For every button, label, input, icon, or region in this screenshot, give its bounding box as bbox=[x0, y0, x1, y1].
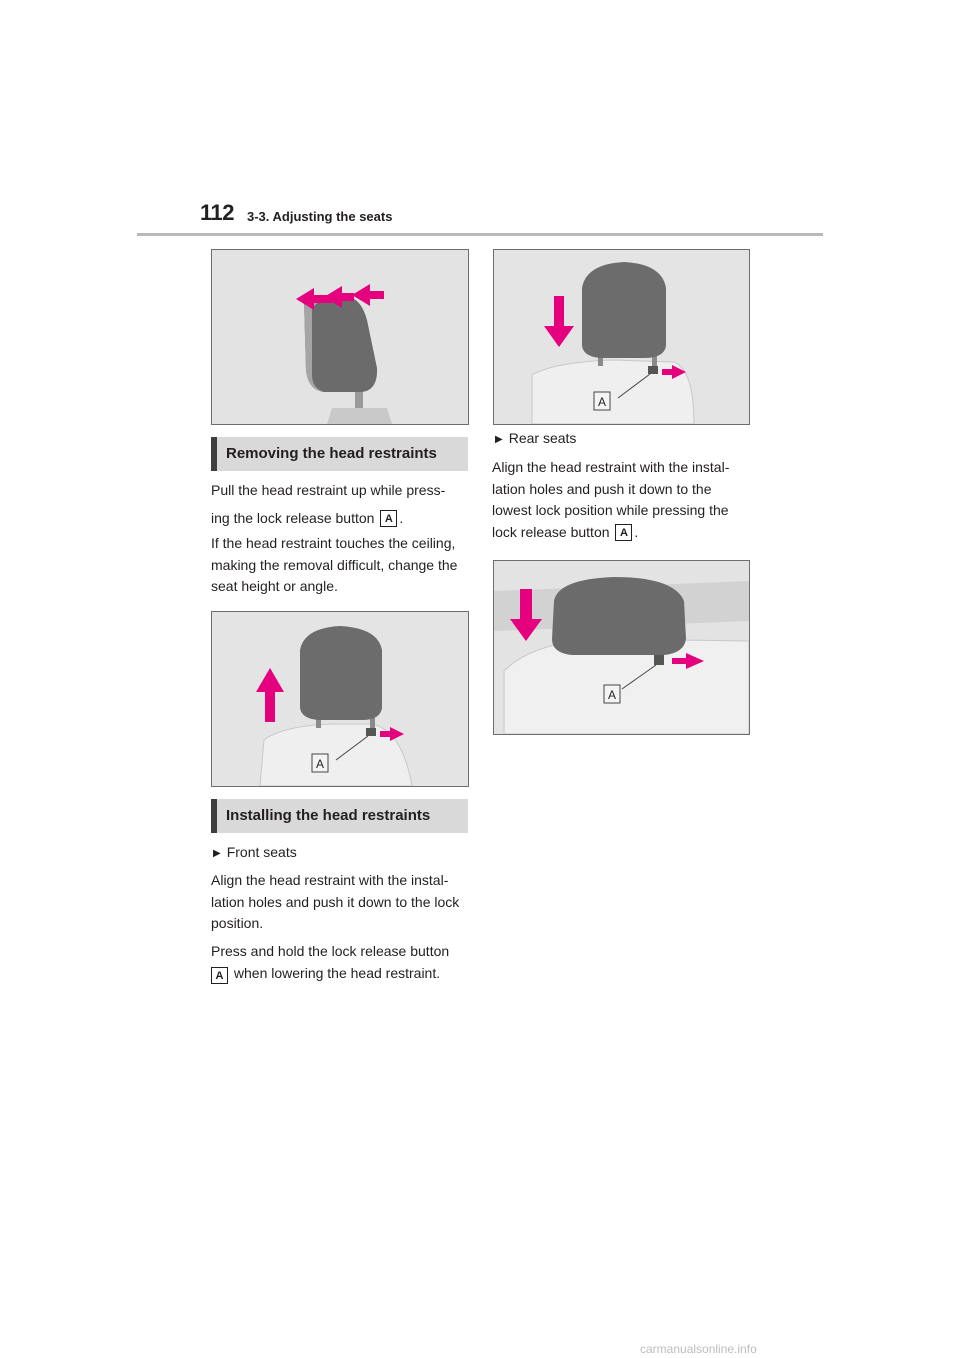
removing-line-2-end: . bbox=[399, 509, 404, 526]
front-paragraph-1: Align the head restraint with the instal- lation holes and push it down to the lock position. bbox=[211, 872, 460, 931]
callout-a: A bbox=[607, 688, 617, 702]
figure-rear-angled bbox=[493, 560, 750, 735]
figure-rear-svg bbox=[494, 250, 749, 424]
lock-release-badge: A bbox=[380, 510, 397, 527]
watermark: carmanualsonline.info bbox=[640, 1342, 757, 1356]
head-restraint bbox=[552, 577, 686, 655]
heading-removing: Removing the head restraints bbox=[211, 437, 468, 471]
page-number: 112 bbox=[200, 200, 234, 225]
front-p2-after: when lowering the head restraint. bbox=[230, 964, 441, 981]
figure-remove-head-restraint bbox=[211, 249, 469, 425]
head-restraint bbox=[582, 262, 666, 358]
removing-line-2: ing the lock release button bbox=[211, 509, 375, 526]
figure-front-svg bbox=[212, 612, 468, 786]
callout-a: A bbox=[597, 395, 607, 409]
rear-p1-text: Align the head restraint with the instal- lation holes and push it down to the lowest lock position while pressing the lock release button bbox=[492, 459, 730, 540]
rear-paragraph-1 bbox=[492, 457, 750, 543]
figure-front-raise bbox=[211, 611, 469, 787]
head-restraint bbox=[300, 626, 382, 720]
rear-seats-label bbox=[495, 430, 576, 446]
figure-rear-push-down bbox=[493, 249, 750, 425]
bullet-icon: ▶ bbox=[213, 848, 221, 859]
front-paragraph-2 bbox=[211, 941, 469, 984]
rear-seats-text: Rear seats bbox=[508, 430, 577, 446]
front-seats-text: Front seats bbox=[226, 844, 297, 860]
lock-release-badge: A bbox=[211, 967, 228, 984]
heading-installing: Installing the head restraints bbox=[211, 799, 468, 833]
front-seats-label bbox=[213, 844, 297, 860]
figure-rear-angled-svg bbox=[494, 561, 749, 734]
removing-paragraph-2: If the head restraint touches the ceiling, making the removal difficult, change the seat height or angle. bbox=[211, 535, 458, 594]
section-title: 3-3. Adjusting the seats bbox=[247, 209, 393, 224]
removing-line-1: Pull the head restraint up while press- bbox=[211, 482, 446, 498]
removing-paragraph-1 bbox=[211, 480, 469, 529]
callout-a: A bbox=[315, 757, 325, 771]
figure-remove-svg bbox=[212, 250, 468, 424]
rear-p1-end: . bbox=[634, 523, 639, 540]
bullet-icon: ▶ bbox=[495, 434, 503, 445]
header-rule bbox=[137, 233, 823, 236]
lock-release-badge: A bbox=[615, 524, 632, 541]
front-p2-before: Press and hold the lock release button bbox=[211, 943, 450, 959]
